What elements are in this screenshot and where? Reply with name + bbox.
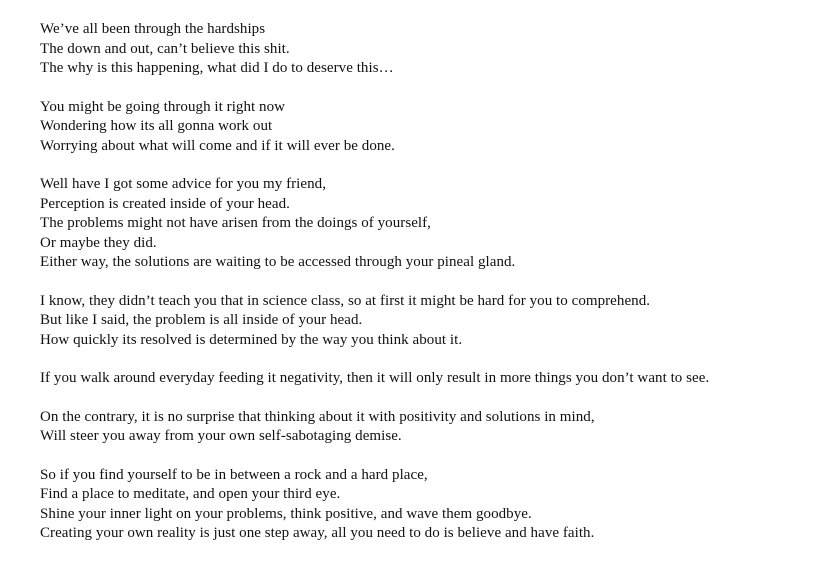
poem-line: Either way, the solutions are waiting to be accessed through your pineal gland.	[40, 254, 516, 270]
poem-line: Well have I got some advice for you my friend,	[40, 176, 327, 192]
poem-line: Or maybe they did.	[40, 234, 157, 251]
stanza-2	[40, 98, 810, 157]
poem-line: On the contrary, it is no surprise that thinking about it with positivity and solutions in mind,	[40, 408, 595, 425]
poem-document	[40, 20, 810, 563]
poem-line: I know, they didn’t teach you that in science class, so at first it might be hard for you to comprehend.	[40, 292, 651, 309]
poem-line: Shine your inner light on your problems, think positive, and wave them goodbye.	[40, 505, 532, 522]
poem-line: We’ve all been through the hardships	[40, 21, 266, 37]
poem-line: Wondering how its all gonna work out	[40, 118, 273, 134]
poem-line: How quickly its resolved is determined by the way you think about it.	[40, 331, 463, 348]
stanza-4	[40, 292, 810, 351]
poem-line: Will steer you away from your own self-sabotaging demise.	[40, 428, 402, 444]
poem-line: The down and out, can’t believe this shit.	[40, 40, 290, 57]
stanza-3	[40, 175, 810, 273]
stanza-7	[40, 466, 810, 544]
stanza-1	[40, 20, 810, 79]
stanza-5	[40, 369, 810, 389]
stanza-6	[40, 408, 810, 447]
poem-line: Find a place to meditate, and open your third eye.	[40, 486, 341, 502]
poem-line: So if you find yourself to be in between a rock and a hard place,	[40, 466, 428, 483]
poem-line: But like I said, the problem is all inside of your head.	[40, 312, 363, 328]
poem-line: You might be going through it right now	[40, 98, 286, 115]
poem-line: Worrying about what will come and if it will ever be done.	[40, 137, 395, 154]
poem-line: The why is this happening, what did I do to deserve this…	[40, 60, 394, 76]
poem-line: If you walk around everyday feeding it negativity, then it will only result in more things you don’t want to see.	[40, 370, 710, 386]
poem-line: The problems might not have arisen from the doings of yourself,	[40, 215, 431, 231]
poem-line: Creating your own reality is just one step away, all you need to do is believe and have faith.	[40, 525, 595, 541]
poem-line: Perception is created inside of your head.	[40, 195, 290, 212]
